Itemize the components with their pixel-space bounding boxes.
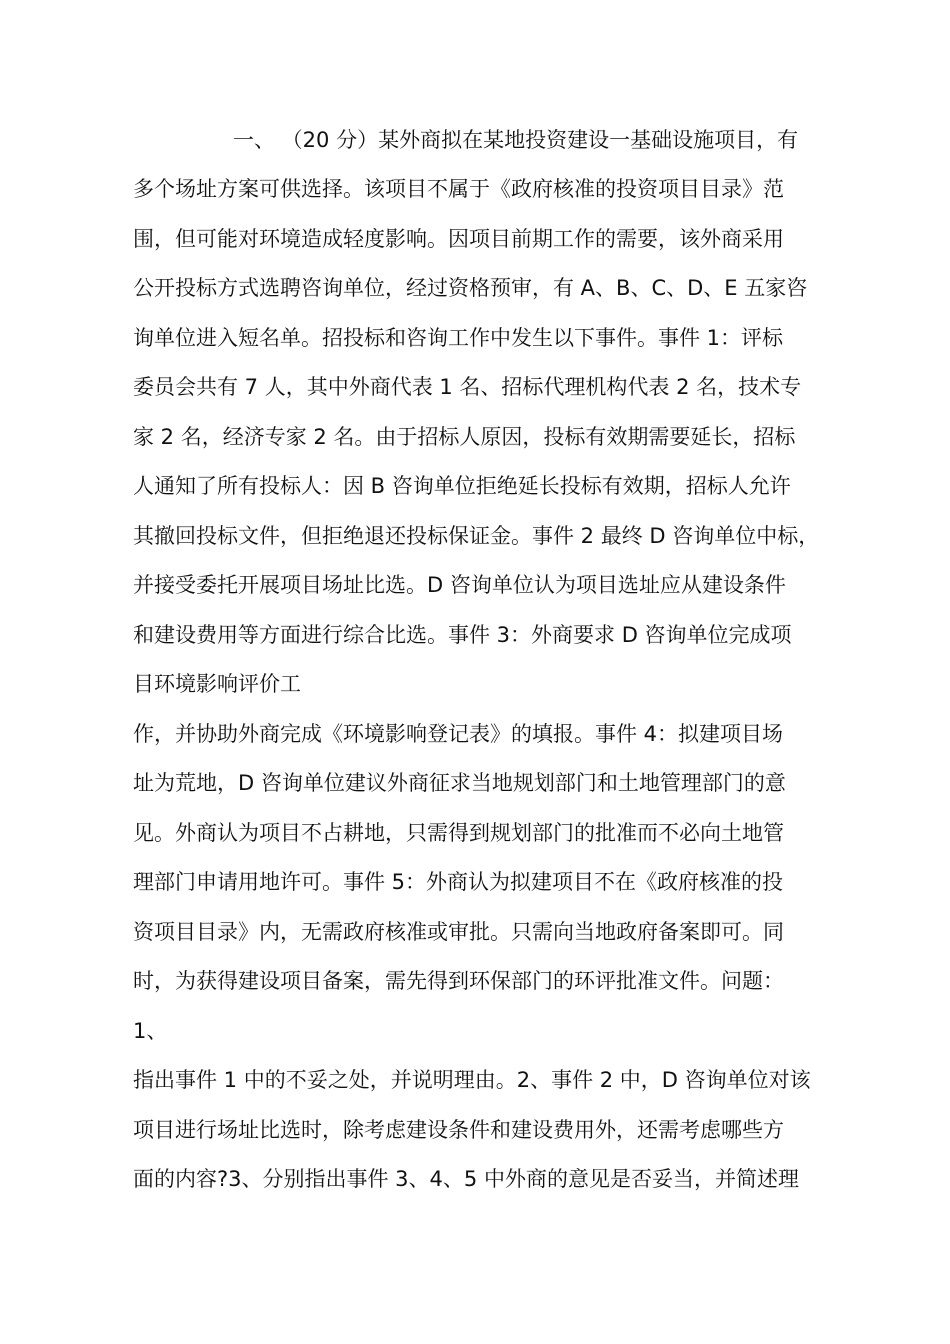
- text-line: 1、: [133, 1019, 168, 1043]
- text-line: 面的内容?3、分别指出事件 3、4、5 中外商的意见是否妥当，并简述理: [133, 1167, 799, 1191]
- text-line: 址为荒地，D 咨询单位建议外商征求当地规划部门和土地管理部门的意: [133, 771, 786, 795]
- text-line: 理部门申请用地许可。事件 5：外商认为拟建项目不在《政府核准的投: [133, 870, 784, 894]
- text-line: 时，为获得建设项目备案，需先得到环保部门的环评批准文件。问题：: [133, 969, 784, 993]
- text-line: 多个场址方案可供选择。该项目不属于《政府核准的投资项目目录》范: [133, 177, 784, 201]
- text-line: 作，并协助外商完成《环境影响登记表》的填报。事件 4：拟建项目场: [133, 722, 784, 746]
- text-line: 并接受委托开展项目场址比选。D 咨询单位认为项目选址应从建设条件: [133, 573, 786, 597]
- text-line: 家 2 名，经济专家 2 名。由于招标人原因，投标有效期需要延长，招标: [133, 425, 796, 449]
- text-line: 和建设费用等方面进行综合比选。事件 3：外商要求 D 咨询单位完成项: [133, 623, 792, 647]
- text-line: 委员会共有 7 人，其中外商代表 1 名、招标代理机构代表 2 名，技术专: [133, 375, 802, 399]
- text-line: 其撤回投标文件，但拒绝退还投标保证金。事件 2 最终 D 咨询单位中标，: [133, 524, 820, 548]
- text-line: 目环境影响评价工: [133, 672, 301, 696]
- text-line: 围，但可能对环境造成轻度影响。因项目前期工作的需要，该外商采用: [133, 227, 784, 251]
- text-line: 一、 （20 分）某外商拟在某地投资建设一基础设施项目，有: [233, 128, 799, 152]
- text-line: 项目进行场址比选时，除考虑建设条件和建设费用外，还需考虑哪些方: [133, 1118, 784, 1142]
- text-line: 公开投标方式选聘咨询单位，经过资格预审，有 A、B、C、D、E 五家咨: [133, 276, 808, 300]
- text-line: 指出事件 1 中的不妥之处，并说明理由。2、事件 2 中，D 咨询单位对该: [133, 1068, 811, 1092]
- text-line: 人通知了所有投标人：因 B 咨询单位拒绝延长投标有效期，招标人允许: [133, 474, 791, 498]
- text-line: 询单位进入短名单。招投标和咨询工作中发生以下事件。事件 1：评标: [133, 326, 784, 350]
- text-line: 资项目目录》内，无需政府核准或审批。只需向当地政府备案即可。同: [133, 920, 784, 944]
- text-line: 见。外商认为项目不占耕地，只需得到规划部门的批准而不必向土地管: [133, 821, 784, 845]
